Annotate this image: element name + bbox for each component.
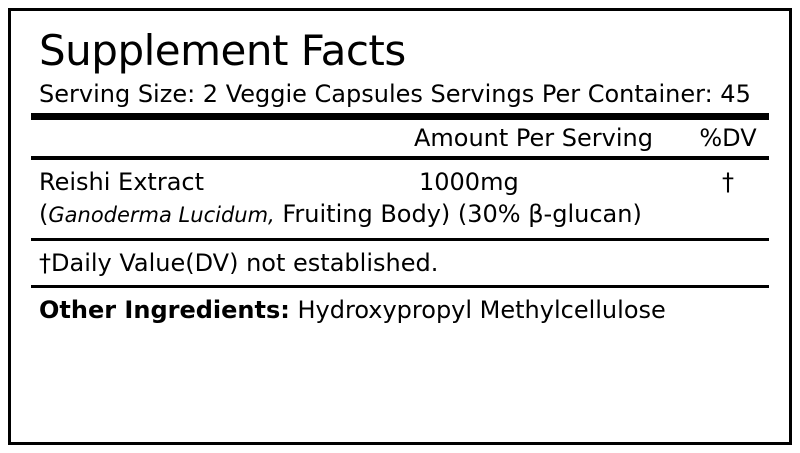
- ingredient-amount: 1000mg: [419, 168, 519, 197]
- column-headers: [31, 120, 769, 156]
- other-ingredients: [31, 288, 769, 328]
- ingredient-subtext-rest: Fruiting Body) (30% β-glucan): [274, 200, 642, 229]
- amount-per-serving-header: Amount Per Serving: [413, 124, 653, 153]
- percent-dv-header: %DV: [699, 124, 757, 153]
- ingredient-name: Reishi Extract: [39, 168, 204, 197]
- supplement-facts-panel: [8, 8, 792, 445]
- divider-thick-top: [31, 113, 769, 120]
- panel-inner: [31, 21, 769, 434]
- ingredient-subtext-prefix: (: [39, 200, 49, 229]
- ingredient-dv: †: [722, 168, 734, 197]
- page-title: Supplement Facts: [39, 26, 406, 75]
- other-ingredients-value: Hydroxypropyl Methylcellulose: [289, 296, 666, 325]
- ingredient-latin-name: Ganoderma Lucidum,: [48, 203, 275, 228]
- daily-value-footnote: †Daily Value(DV) not established.: [39, 249, 439, 278]
- other-ingredients-label: Other Ingredients:: [39, 296, 290, 325]
- serving-size-line: Serving Size: 2 Veggie Capsules Servings Per Container: 45: [39, 80, 751, 109]
- table-row: [31, 160, 769, 196]
- ingredient-subtext: [31, 196, 769, 238]
